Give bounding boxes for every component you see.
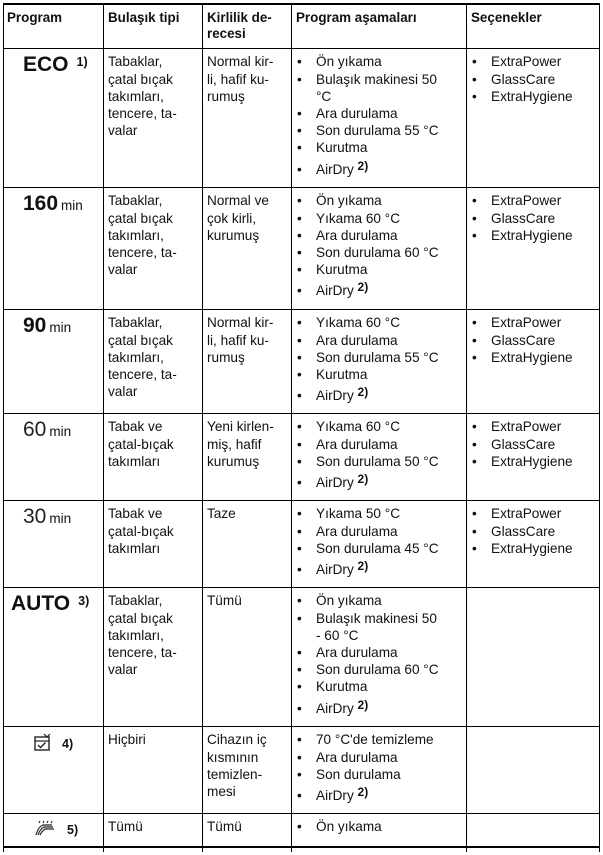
option-item: • ExtraPower (471, 192, 596, 209)
phase-list (296, 505, 463, 578)
table-row (3, 727, 600, 814)
dish-type-text: Hiçbiri (108, 732, 146, 748)
column-divider (291, 3, 292, 852)
rinse-hold-icon (33, 820, 57, 841)
options-cell (467, 49, 600, 188)
airdry-label: AirDry (316, 788, 354, 804)
program-phases-cell (292, 588, 467, 727)
program-unit: min (49, 424, 72, 440)
program-symbol (7, 314, 100, 337)
table-row (3, 310, 600, 414)
phase-item: • Yıkama 60 °C (296, 314, 463, 331)
program-cell (3, 310, 104, 414)
program-unit: min (49, 320, 72, 336)
program-table (3, 3, 600, 848)
program-footnote: 3) (78, 594, 90, 609)
phase-item: • Son durulama 55 °C (296, 122, 463, 139)
program-name: 30 (23, 505, 47, 529)
soil-level-text: Normal ve çok kirli, kurumuş (207, 193, 269, 243)
phase-item: • Son durulama 60 °C (296, 661, 463, 678)
dish-type-text: Tabaklar, çatal bıçak takımları, tencere, ta- valar (108, 593, 177, 678)
program-name: AUTO (11, 592, 71, 616)
program-cell (3, 814, 104, 847)
program-symbol (7, 818, 100, 841)
phase-item: • Kurutma (296, 261, 463, 278)
airdry-label: AirDry (316, 475, 354, 491)
soil-level-text: Tümü (207, 819, 242, 835)
phase-item: • Yıkama 50 °C (296, 505, 463, 522)
option-item: • GlassCare (471, 436, 596, 453)
header-soil (203, 4, 292, 49)
soil-level-text: Normal kir- li, hafif ku- rumuş (207, 54, 274, 104)
column-divider (202, 3, 203, 852)
phase-item: • Ön yıkama (296, 53, 463, 70)
program-phases-cell (292, 501, 467, 588)
table-border-right (599, 3, 600, 852)
soil-level-cell (203, 727, 292, 814)
header-options: Seçenekler (467, 4, 600, 49)
program-footnote: 4) (62, 737, 74, 752)
phase-item-airdry (296, 470, 463, 491)
column-divider (103, 3, 104, 852)
phase-item-airdry (296, 696, 463, 717)
phase-item: • Son durulama 50 °C (296, 453, 463, 470)
phase-list (296, 731, 463, 804)
phase-list (296, 314, 463, 404)
program-name: 60 (23, 418, 47, 442)
airdry-label: AirDry (316, 562, 354, 578)
program-unit: min (61, 198, 83, 214)
options-cell (467, 727, 600, 814)
phase-item: • Ara durulama (296, 105, 463, 122)
table-row (3, 414, 600, 501)
phase-item: • Ara durulama (296, 436, 463, 453)
dish-type-text: Tabak ve çatal-bıçak takımları (108, 506, 174, 556)
program-name: 160 (23, 192, 59, 216)
option-item: • ExtraHygiene (471, 227, 596, 244)
phase-item: • Kurutma (296, 366, 463, 383)
option-list (471, 314, 596, 366)
header-dishes: Bulaşık tipi (104, 4, 203, 49)
program-phases-cell (292, 49, 467, 188)
options-cell (467, 501, 600, 588)
dish-type-cell (104, 310, 203, 414)
dish-type-text: Tümü (108, 819, 143, 835)
airdry-label: AirDry (316, 388, 354, 404)
option-list (471, 53, 596, 105)
option-item: • ExtraHygiene (471, 453, 596, 470)
dish-type-cell (104, 49, 203, 188)
phase-item: • Bulaşık makinesi 50 °C (296, 71, 463, 105)
header-soil-text: Kirlilik de- recesi (207, 10, 272, 42)
program-footnote: 5) (67, 823, 79, 838)
option-list (471, 418, 596, 470)
option-item: • ExtraPower (471, 505, 596, 522)
dish-type-cell (104, 814, 203, 847)
options-cell (467, 414, 600, 501)
table-row (3, 501, 600, 588)
soil-level-text: Yeni kirlen- miş, hafif kurumuş (207, 419, 274, 469)
phase-item-airdry (296, 783, 463, 804)
program-phases-cell (292, 310, 467, 414)
soil-level-text: Cihazın iç kısmının temizlen- mesi (207, 732, 267, 800)
program-phases-cell (292, 188, 467, 310)
program-name: ECO (23, 53, 69, 77)
table-row (3, 814, 600, 847)
airdry-footnote: 2) (357, 472, 369, 487)
dish-type-cell (104, 501, 203, 588)
program-symbol (7, 53, 100, 76)
program-symbol (7, 731, 100, 756)
dish-type-text: Tabak ve çatal-bıçak takımları (108, 419, 174, 469)
option-item: • GlassCare (471, 523, 596, 540)
soil-level-cell (203, 49, 292, 188)
program-phases-cell (292, 814, 467, 847)
phase-item-airdry (296, 278, 463, 299)
dish-type-cell (104, 588, 203, 727)
dish-type-cell (104, 727, 203, 814)
phase-item: • Son durulama 55 °C (296, 349, 463, 366)
option-item: • ExtraHygiene (471, 88, 596, 105)
phase-item-airdry (296, 157, 463, 178)
machine-care-icon (33, 733, 52, 756)
options-cell (467, 588, 600, 727)
option-item: • GlassCare (471, 71, 596, 88)
table-row (3, 188, 600, 310)
phase-item: • 70 °C'de temizleme (296, 731, 463, 748)
airdry-footnote: 2) (357, 785, 369, 800)
phase-list (296, 53, 463, 177)
program-cell (3, 188, 104, 310)
program-symbol (7, 192, 100, 215)
soil-level-text: Taze (207, 506, 236, 522)
program-cell (3, 49, 104, 188)
airdry-footnote: 2) (357, 158, 369, 173)
dish-type-cell (104, 414, 203, 501)
soil-level-text: Normal kir- li, hafif ku- rumuş (207, 315, 274, 365)
airdry-footnote: 2) (357, 559, 369, 574)
option-item: • ExtraPower (471, 418, 596, 435)
soil-level-cell (203, 814, 292, 847)
phase-list (296, 592, 463, 716)
phase-item: • Yıkama 60 °C (296, 418, 463, 435)
program-cell (3, 414, 104, 501)
option-list (471, 192, 596, 244)
soil-level-cell (203, 188, 292, 310)
option-list (471, 505, 596, 557)
phase-item: • Ara durulama (296, 523, 463, 540)
options-cell (467, 188, 600, 310)
table-border-left (3, 3, 4, 852)
phase-item: • Kurutma (296, 139, 463, 156)
header-program: Program (3, 4, 104, 49)
soil-level-cell (203, 501, 292, 588)
program-unit: min (49, 511, 72, 527)
program-phases-cell (292, 414, 467, 501)
phase-item: • Ön yıkama (296, 592, 463, 609)
option-item: • GlassCare (471, 210, 596, 227)
phase-item-airdry (296, 557, 463, 578)
phase-item: • Ara durulama (296, 332, 463, 349)
program-footnote: 1) (76, 55, 88, 70)
column-divider (466, 3, 467, 852)
airdry-footnote: 2) (357, 385, 369, 400)
option-item: • ExtraHygiene (471, 540, 596, 557)
phase-item: • Ara durulama (296, 227, 463, 244)
dish-type-text: Tabaklar, çatal bıçak takımları, tencere, ta- valar (108, 54, 177, 139)
airdry-label: AirDry (316, 283, 354, 299)
phase-item-airdry (296, 383, 463, 404)
option-item: • GlassCare (471, 332, 596, 349)
phase-item: • Yıkama 60 °C (296, 210, 463, 227)
phase-item: • Bulaşık makinesi 50 - 60 °C (296, 610, 463, 644)
dish-type-cell (104, 188, 203, 310)
options-cell (467, 310, 600, 414)
program-symbol (7, 418, 100, 441)
option-item: • ExtraPower (471, 314, 596, 331)
dish-type-text: Tabaklar, çatal bıçak takımları, tencere, ta- valar (108, 315, 177, 400)
phase-item: • Son durulama 45 °C (296, 540, 463, 557)
dish-type-text: Tabaklar, çatal bıçak takımları, tencere, ta- valar (108, 193, 177, 278)
phase-item: • Son durulama (296, 766, 463, 783)
airdry-label: AirDry (316, 700, 354, 716)
phase-item: • Ara durulama (296, 749, 463, 766)
soil-level-cell (203, 414, 292, 501)
airdry-footnote: 2) (357, 280, 369, 295)
phase-item: • Ön yıkama (296, 192, 463, 209)
header-row (3, 4, 600, 49)
program-cell (3, 588, 104, 727)
program-cell (3, 727, 104, 814)
phase-list (296, 818, 463, 835)
soil-level-text: Tümü (207, 593, 242, 609)
airdry-label: AirDry (316, 161, 354, 177)
phase-list (296, 192, 463, 299)
phase-list (296, 418, 463, 491)
option-item: • ExtraHygiene (471, 349, 596, 366)
table-row (3, 588, 600, 727)
program-cell (3, 501, 104, 588)
header-phases: Program aşamaları (292, 4, 467, 49)
soil-level-cell (203, 310, 292, 414)
program-name: 90 (23, 314, 47, 338)
table-row (3, 49, 600, 188)
phase-item: • Ara durulama (296, 644, 463, 661)
airdry-footnote: 2) (357, 697, 369, 712)
phase-item: • Son durulama 60 °C (296, 244, 463, 261)
program-phases-cell (292, 727, 467, 814)
options-cell (467, 814, 600, 847)
program-symbol (7, 592, 100, 615)
program-symbol (7, 505, 100, 528)
phase-item: • Ön yıkama (296, 818, 463, 835)
option-item: • ExtraPower (471, 53, 596, 70)
soil-level-cell (203, 588, 292, 727)
phase-item: • Kurutma (296, 678, 463, 695)
